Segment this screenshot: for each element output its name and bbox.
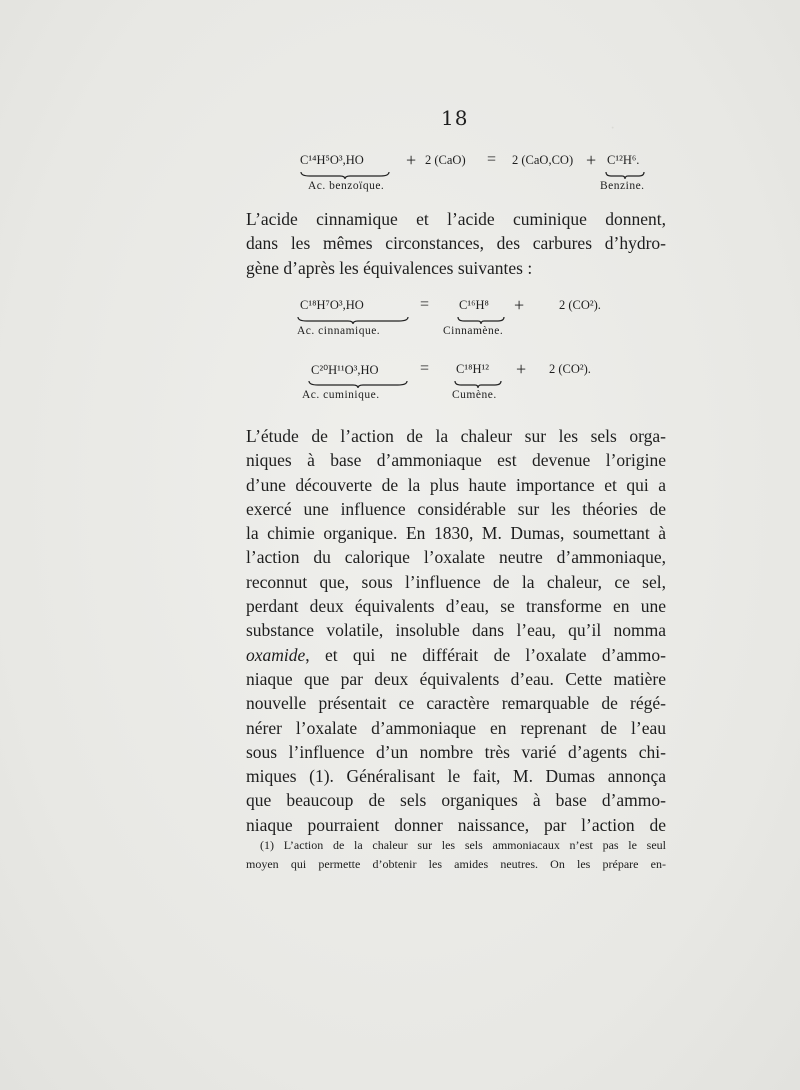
underbrace (454, 380, 502, 388)
text-line: que beaucoup de sels organiques à base d’ammo- (246, 790, 666, 811)
bleed-through-mark: · (610, 120, 616, 137)
underbrace (457, 316, 505, 324)
equation-product: C¹⁶H⁸ (459, 298, 489, 312)
compound-label: Ac. benzoïque. (308, 180, 385, 192)
equation-left-term: C²⁰H¹¹O³,HO (311, 363, 379, 377)
equation-product: 2 (CO²). (559, 298, 601, 312)
equation-product: 2 (CaO,CO) (512, 153, 574, 167)
text-line: l’action du calorique l’oxalate neutre d’ammoniaque, (246, 547, 666, 568)
equation-left-term: C¹⁴H⁵O³,HO (300, 153, 364, 167)
text-line: niaque que par deux équivalents d’eau. Cette matière (246, 668, 666, 689)
text-line: miques (1). Généralisant le fait, M. Dumas annonça (246, 766, 666, 787)
plus-sign: + (586, 150, 597, 170)
underbrace (297, 316, 409, 324)
text-line: sous l’influence d’un nombre très varié d’agents chi- (246, 741, 666, 762)
text-line: niaque pourraient donner naissance, par l’action de (246, 814, 666, 835)
equals-sign: = (487, 151, 497, 168)
equals-sign: = (420, 296, 430, 313)
equation-cuminic (300, 359, 630, 407)
equation-product: 2 (CO²). (549, 362, 591, 376)
plus-sign: + (516, 359, 527, 379)
text-line: L’acide cinnamique et l’acide cuminique donnent, (246, 209, 666, 229)
equation-left-term: C¹⁸H⁷O³,HO (300, 298, 364, 312)
text-line: niques à base d’ammoniaque est devenue l’origine (246, 450, 666, 471)
compound-label: Ac. cuminique. (302, 389, 380, 401)
text-line: gène d’après les équivalences suivantes : (246, 257, 533, 278)
plus-sign: + (406, 150, 417, 170)
compound-label: Benzine. (600, 180, 645, 192)
underbrace (605, 171, 645, 179)
text-line: perdant deux équivalents d’eau, se transforme en une (246, 596, 666, 617)
equation-benzoic (300, 150, 700, 198)
text-line: exercé une influence considérable sur les théories de (246, 498, 666, 519)
page-number: 18 (441, 106, 469, 130)
text-line: la chimie organique. En 1830, M. Dumas, soumettant à (246, 523, 666, 544)
text-line: L’étude de l’action de la chaleur sur les sels orga- (246, 426, 666, 446)
text-line: dans les mêmes circonstances, des carbures d’hydro- (246, 233, 666, 254)
footnote-line: moyen qui permette d’obtenir les amides neutres. On les prépare en- (246, 857, 666, 871)
text-line: nouvelle présentait ce caractère remarquable de régé- (246, 693, 666, 714)
text-line: substance volatile, insoluble dans l’eau, qu’il nomma (246, 620, 666, 641)
equation-cinnamic (297, 295, 627, 343)
text-line: d’une découverte de la plus haute importance et qui a (246, 474, 666, 495)
compound-label: Ac. cinnamique. (297, 325, 381, 337)
footnote-line: (1) L’action de la chaleur sur les sels ammoniacaux n’est pas le seul (260, 838, 666, 852)
text-line: oxamide, et qui ne différait de l’oxalate d’ammo- (246, 644, 666, 665)
plus-sign: + (514, 295, 525, 315)
equals-sign: = (420, 360, 430, 377)
equation-product: C¹²H⁶. (607, 153, 640, 167)
equation-reagent: 2 (CaO) (425, 153, 466, 167)
paragraph-main (246, 424, 666, 837)
text-line: reconnut que, sous l’influence de la chaleur, ce sel, (246, 571, 666, 592)
underbrace (300, 171, 390, 179)
underbrace (308, 380, 408, 388)
paragraph-intro (246, 207, 666, 280)
compound-label: Cumène. (452, 389, 497, 401)
term-oxamide: oxamide (246, 644, 306, 665)
equation-product: C¹⁸H¹² (456, 362, 489, 376)
text-line: nérer l’oxalate d’ammoniaque en reprenant de l’eau (246, 717, 666, 738)
footnote (246, 836, 666, 874)
compound-label: Cinnamène. (443, 325, 504, 337)
